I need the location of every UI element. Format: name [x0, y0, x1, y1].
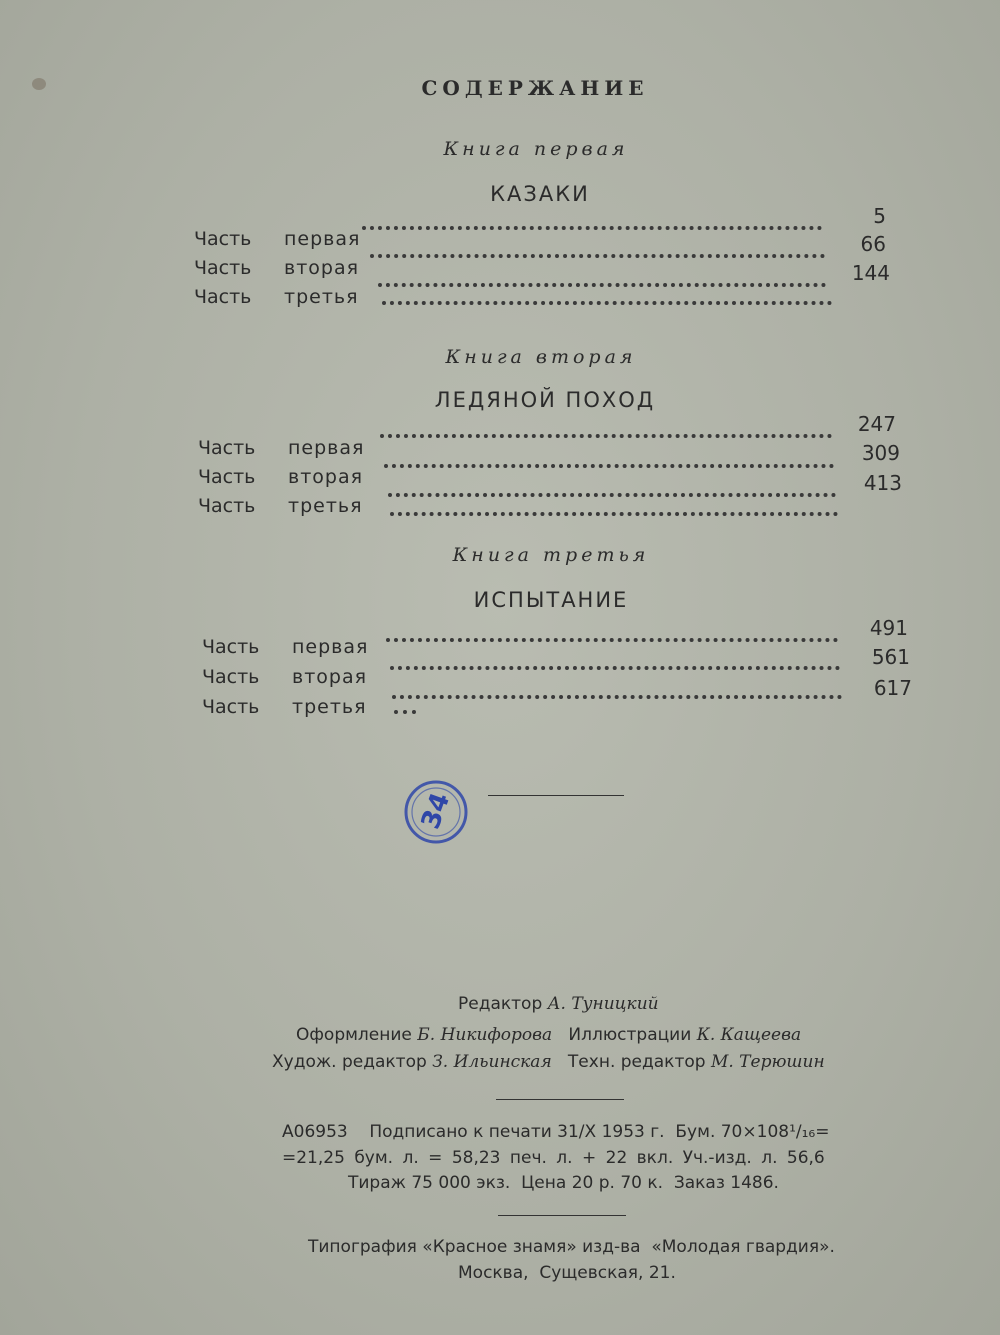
divider-line: [488, 795, 624, 796]
page-number: 144: [851, 261, 890, 285]
imprint-line-3: Тираж 75 000 экз. Цена 20 р. 70 к. Заказ 1486.: [348, 1173, 779, 1193]
stamp-number: 34: [415, 788, 457, 834]
dot-leader: [394, 706, 416, 714]
page-number: 561: [871, 645, 910, 669]
imprint-line-2: =21,25 бум. л. = 58,23 печ. л. + 22 вкл. Уч.-изд. л. 56,6: [282, 1148, 825, 1168]
book-1-title: КАЗАКИ: [490, 182, 590, 206]
part-word: Часть: [198, 495, 256, 517]
dot-leader: [362, 222, 822, 230]
printer-line-2: Москва, Сущевская, 21.: [458, 1263, 676, 1283]
page-number: 66: [860, 232, 886, 256]
divider-line: [496, 1099, 624, 1100]
tech-editor-label: Техн. редактор: [567, 1052, 706, 1072]
dot-leader: [382, 297, 832, 305]
part-ordinal: третья: [288, 495, 363, 517]
dot-leader: [390, 508, 838, 516]
dot-leader: [380, 430, 832, 438]
part-ordinal: третья: [292, 696, 367, 718]
dot-leader: [370, 250, 825, 258]
toc-entry: [194, 257, 374, 287]
part-word: Часть: [198, 466, 256, 488]
page-number: 5: [873, 204, 886, 228]
toc-entry: [194, 286, 374, 316]
toc-entry: [202, 666, 382, 696]
page-number: 491: [869, 616, 908, 640]
part-ordinal: первая: [292, 636, 369, 658]
toc-entry: [198, 466, 378, 496]
part-ordinal: первая: [284, 228, 361, 250]
toc-entry: [202, 636, 382, 666]
dot-leader: [388, 489, 836, 497]
tech-editor-name: М. Терюшин: [710, 1052, 825, 1072]
editor-name: А. Туницкий: [547, 994, 659, 1014]
toc-entry: [194, 228, 374, 258]
illus-name: К. Кащеева: [696, 1025, 802, 1045]
editor-label: Редактор: [458, 994, 543, 1014]
part-word: Часть: [198, 437, 256, 459]
book-2-label: Книга вторая: [445, 346, 637, 368]
editor-credit: [458, 994, 659, 1014]
dot-leader: [386, 634, 838, 642]
book-2-title: ЛЕДЯНОЙ ПОХОД: [434, 388, 656, 412]
editors-credit: [272, 1052, 825, 1072]
dot-leader: [378, 279, 826, 287]
dot-leader: [384, 460, 834, 468]
part-word: Часть: [202, 696, 260, 718]
page-number: 309: [861, 441, 900, 465]
dot-leader: [392, 691, 842, 699]
toc-entry: [198, 495, 378, 525]
art-editor-name: З. Ильинская: [432, 1052, 552, 1072]
page-number: 617: [873, 676, 912, 700]
page-number: 413: [863, 471, 902, 495]
book-3-title: ИСПЫТАНИЕ: [473, 588, 629, 612]
part-word: Часть: [194, 257, 252, 279]
imprint-line-1: А06953 Подписано к печати 31/X 1953 г. Бум. 70×108¹/₁₆=: [282, 1122, 830, 1142]
library-stamp: [402, 778, 470, 846]
contents-heading: СОДЕРЖАНИЕ: [421, 76, 649, 100]
book-1-label: Книга первая: [443, 138, 629, 160]
part-word: Часть: [194, 286, 252, 308]
design-name: Б. Никифорова: [417, 1025, 553, 1045]
part-word: Часть: [194, 228, 252, 250]
page-number: 247: [857, 412, 896, 436]
part-word: Часть: [202, 636, 260, 658]
part-word: Часть: [202, 666, 260, 688]
part-ordinal: третья: [284, 286, 359, 308]
part-ordinal: первая: [288, 437, 365, 459]
art-editor-label: Худож. редактор: [272, 1052, 427, 1072]
dot-leader: [390, 662, 840, 670]
part-ordinal: вторая: [288, 466, 364, 488]
toc-entry: [198, 437, 378, 467]
printer-line-1: Типография «Красное знамя» изд-ва «Молодая гвардия».: [308, 1237, 835, 1257]
design-credit: [296, 1025, 801, 1045]
part-ordinal: вторая: [284, 257, 360, 279]
book-3-label: Книга третья: [452, 544, 650, 566]
illus-label: Иллюстрации: [568, 1025, 692, 1045]
divider-line: [498, 1215, 626, 1216]
toc-entry: [202, 696, 382, 726]
part-ordinal: вторая: [292, 666, 368, 688]
design-label: Оформление: [296, 1025, 412, 1045]
